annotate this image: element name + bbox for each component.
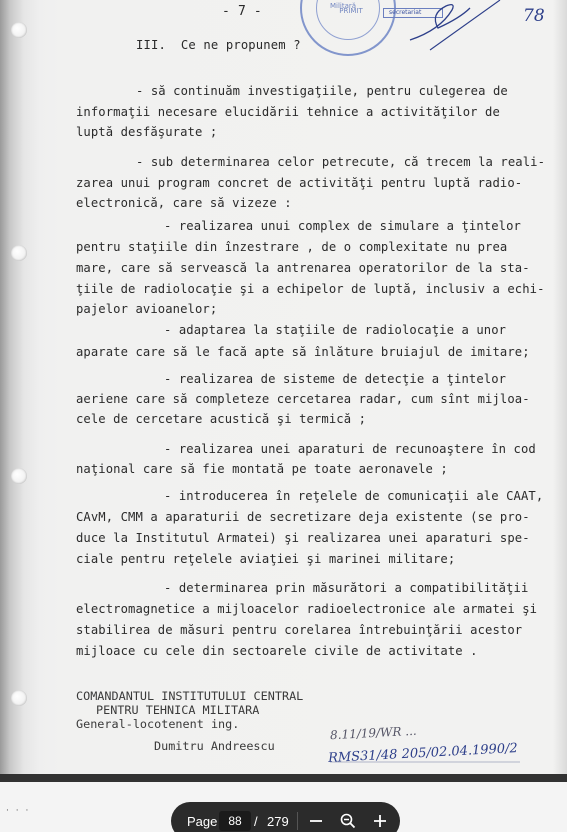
status-dots: · · · [6,806,31,816]
page-label: Page [187,814,218,829]
text-line: - introducerea în reţelele de comunicaţii ale CAAT, [164,489,544,503]
text-line: duce la Institutul Armatei) şi realizarea unei aparaturi spe- [76,531,530,545]
text-line: mare, care să servească la antrenarea operatorilor de la sta- [76,261,530,275]
punch-hole [11,22,27,38]
text-line: zarea unui program concret de activităţi pentru luptă radio- [76,176,523,190]
magnifier-minus-icon [340,813,356,829]
text-line: - sub determinarea celor petrecute, că trecem la reali- [136,155,546,169]
text-line: - realizarea de sisteme de detecţie a ţintelor [164,372,507,386]
total-pages: 279 [267,814,289,829]
page-number: - 7 - [222,4,262,19]
handwritten-registration: RMS31/48 205/02.04.1990/2 [327,741,519,766]
registry-label: secretariat [389,9,422,16]
stamp-inner-text: Militară [330,2,357,10]
signature-title-line2: PENTRU TEHNICA MILITARA [96,703,260,717]
text-line: - să continuăm investigaţiile, pentru culegerea de [136,84,508,98]
section-heading: III. Ce ne propunem ? [136,38,301,52]
handwritten-page-mark: 78 [523,6,545,26]
signature-name: Dumitru Andreescu [154,739,275,753]
toolbar-divider [297,812,298,830]
text-line: CAvM, CMM a aparaturii de secretizare deja existente (se pro- [76,510,530,524]
text-line: mijloace cu cele din sectoarele civile de activitate . [76,644,478,658]
signature-rank: General-locotenent ing. [76,717,240,731]
text-line: naţional care să fie montată pe toate aeronavele ; [76,462,448,476]
current-page-input[interactable]: 88 [219,811,251,831]
punch-hole [11,690,27,706]
text-line: - adaptarea la staţiile de radiolocaţie a unor [164,323,507,337]
zoom-fit-button[interactable] [336,809,360,832]
text-line: cele de cercetare acustică şi termică ; [76,412,367,426]
round-stamp [300,0,396,56]
text-line: informaţii necesare elucidării tehnice a activităţilor de [76,105,500,119]
text-line: ciale pentru reţelele aviaţiei şi marinei militare; [76,552,456,566]
text-line: stabilirea de măsuri pentru corelarea întrebuinţării acestor [76,623,523,637]
zoom-in-button[interactable] [368,809,392,832]
minus-icon [309,814,323,828]
text-line: - determinarea prin măsurători a compatibilităţii [164,581,529,595]
text-line: pajelor avioanelor; [76,302,218,316]
zoom-out-button[interactable] [304,809,328,832]
signature-title-line1: COMANDANTUL INSTITUTULUI CENTRAL [76,689,304,703]
punch-hole [11,468,27,484]
text-line: luptă desfăşurate ; [76,125,218,139]
stamp-text: PRIMIT [339,7,363,15]
text-line: pentru staţiile din înzestrare , de o complexitate nu prea [76,240,508,254]
plus-icon [373,814,387,828]
text-line: aparate care să le facă apte să înlăture bruiajul de imitare; [76,345,530,359]
text-line: electronică, care să vizeze : [76,196,292,210]
punch-hole [11,245,27,261]
text-line: ţiile de radiolocaţie şi a echipelor de luptă, inclusiv a echi- [76,282,545,296]
text-line: electromagnetice a mijloacelor radioelectronice ale armatei şi [76,602,538,616]
page-separator: / [254,814,258,829]
page-controls [171,802,400,832]
text-line: aeriene care să completeze cercetarea radar, cum sînt mijloa- [76,392,530,406]
handwritten-note-a: 8.11/19/WR ... [329,723,418,743]
text-line: - realizarea unei aparaturi de recunoaştere în cod [164,442,536,456]
text-line: - realizarea unui complex de simulare a ţintelor [164,219,521,233]
